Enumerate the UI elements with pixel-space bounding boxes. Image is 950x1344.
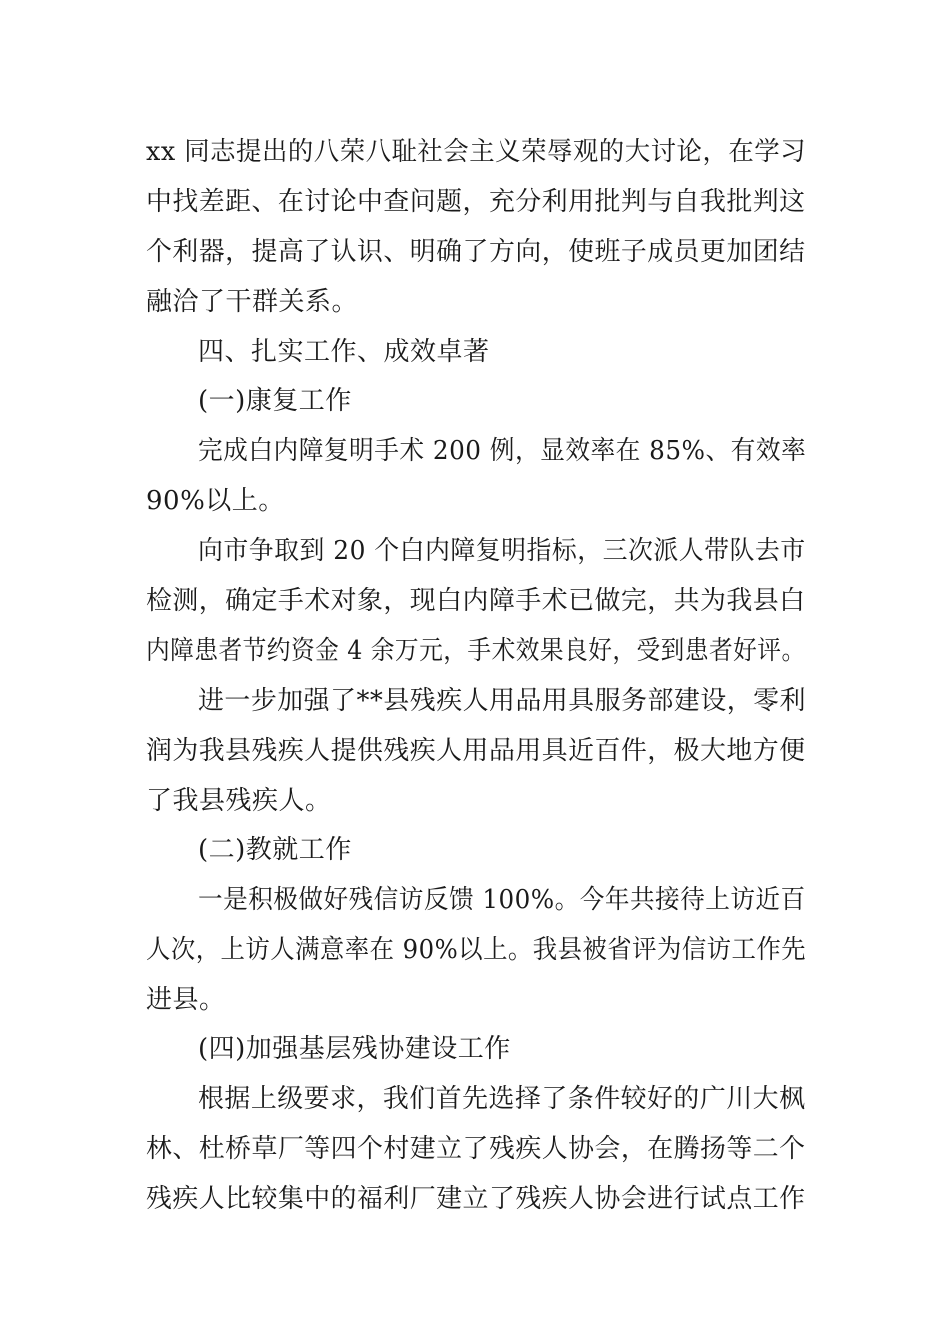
subsection-heading: (一)康复工作 <box>198 386 352 416</box>
paragraph-line: 中找差距、在讨论中查问题，充分利用批判与自我批判这 <box>146 187 806 217</box>
paragraph-line: 根据上级要求，我们首先选择了条件较好的广川大枫 <box>198 1084 806 1114</box>
paragraph-line: 个利器，提高了认识、明确了方向，使班子成员更加团结 <box>146 237 806 267</box>
paragraph-line: 进一步加强了**县残疾人用品用具服务部建设，零利 <box>198 686 807 716</box>
paragraph-line: 内障患者节约资金 4 余万元，手术效果良好，受到患者好评。 <box>146 636 806 666</box>
paragraph-line: 90%以上。 <box>146 486 285 516</box>
paragraph-line: 林、杜桥草厂等四个村建立了残疾人协会，在腾扬等二个 <box>146 1134 806 1164</box>
paragraph-line: 润为我县残疾人提供残疾人用品用具近百件，极大地方便 <box>146 736 806 766</box>
paragraph-line: 人次，上访人满意率在 90%以上。我县被省评为信访工作先 <box>146 935 807 965</box>
paragraph-line: 残疾人比较集中的福利厂建立了残疾人协会进行试点工作 <box>146 1184 806 1214</box>
paragraph-line: xx 同志提出的八荣八耻社会主义荣辱观的大讨论，在学习 <box>146 137 807 167</box>
subsection-heading: (二)教就工作 <box>198 835 352 865</box>
subsection-heading: (四)加强基层残协建设工作 <box>198 1034 511 1064</box>
paragraph-line: 融洽了干群关系。 <box>146 287 359 317</box>
paragraph-line: 进县。 <box>146 985 226 1015</box>
section-heading: 四、扎实工作、成效卓著 <box>198 337 490 367</box>
paragraph-line: 了我县残疾人。 <box>146 786 332 816</box>
paragraph-line: 向市争取到 20 个白内障复明指标，三次派人带队去市 <box>198 536 806 566</box>
paragraph-line: 完成白内障复明手术 200 例，显效率在 85%、有效率 <box>198 436 807 466</box>
paragraph-line: 一是积极做好残信访反馈 100%。今年共接待上访近百 <box>198 885 806 915</box>
paragraph-line: 检测，确定手术对象，现白内障手术已做完，共为我县白 <box>146 586 806 616</box>
